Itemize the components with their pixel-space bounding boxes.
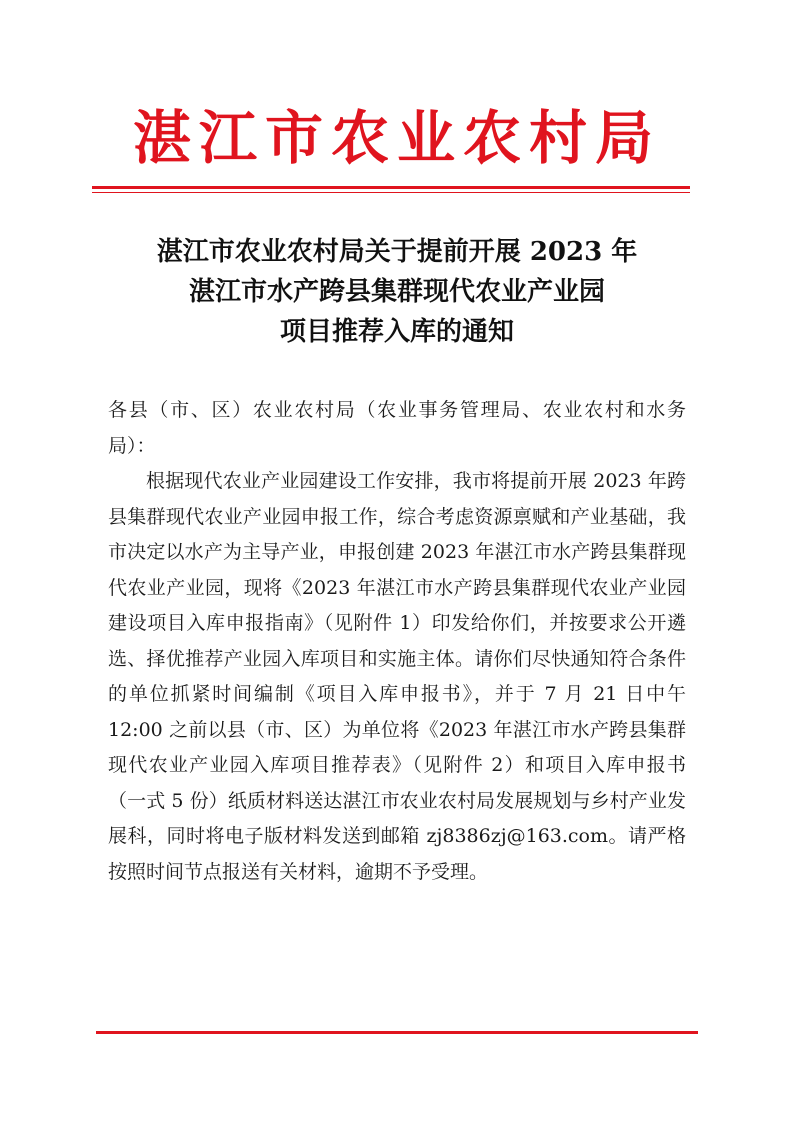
letterhead-divider-thick (92, 186, 690, 189)
title-line-1: 湛江市农业农村局关于提前开展 2023 年 (156, 237, 638, 267)
document-title (60, 232, 734, 352)
letterhead-org-name: 湛江市农业农村局 (132, 104, 661, 172)
document-body (108, 393, 686, 890)
title-line-2: 湛江市水产跨县集群现代农业产业园 (188, 277, 605, 307)
body-paragraph: 根据现代农业产业园建设工作安排，我市将提前开展 2023 年跨县集群现代农业产业园申报工作，综合考虑资源禀赋和产业基础，我市决定以水产为主导产业，申报创建 2023 年湛江市水产跨县集群现代农业产业园，现将《2023 年湛江市水产跨县集群现代农业产业园建设项目入库申报指南》（见附件 1）印发给你们，并按要求公开遴选、择优推荐产业园入库项目和实施主体。请你们尽快通知符合条件的单位抓紧时间编制《项目入库申报书》，并于 7 月 21 日中午 12:00 之前以县（市、区）为单位将《2023 年湛江市水产跨县集群现代农业产业园入库项目推荐表》（见附件 2）和项目入库申报书（一式 5 份）纸质材料送达湛江市农业农村局发展规划与乡村产业发展科，同时将电子版材料发送到邮箱 zj8386zj@163.com。请严格按照时间节点报送有关材料，逾期不予受理。 (108, 470, 686, 883)
title-line-3: 项目推荐入库的通知 (279, 317, 514, 347)
salutation: 各县（市、区）农业农村局（农业事务管理局、农业农村和水务局）： (108, 399, 686, 457)
bottom-divider (96, 1031, 698, 1034)
letterhead-divider-thin (92, 192, 690, 193)
